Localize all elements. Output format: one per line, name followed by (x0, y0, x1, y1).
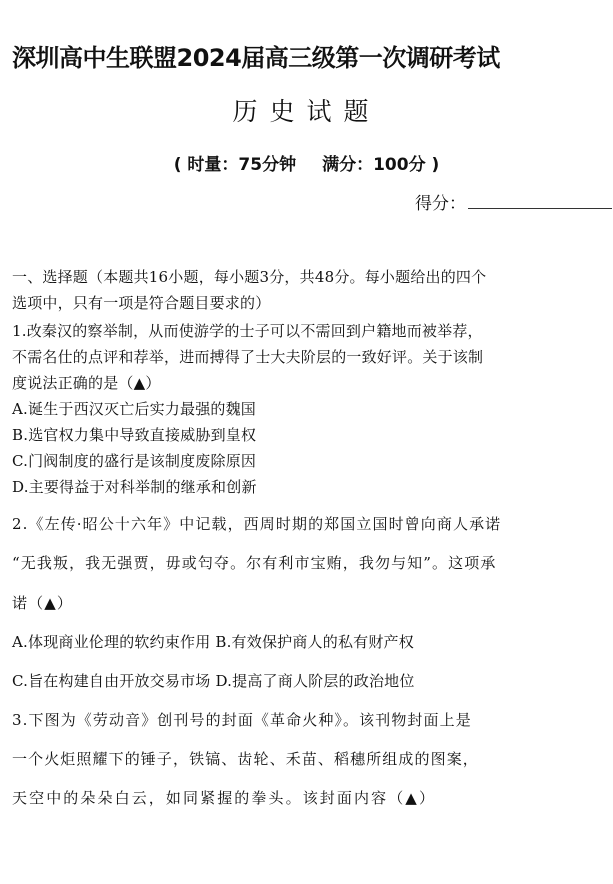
question-1-option-a: A.诞生于西汉灭亡后实力最强的魏国 (12, 400, 257, 418)
question-1-option-c: C.门阀制度的盛行是该制度废除原因 (12, 452, 257, 470)
exam-info (0, 150, 613, 175)
question-1-line-2: 不需名仕的点评和荐举，进而搏得了士大夫阶层的一致好评。关于该制 (12, 348, 484, 366)
score-label: 得分： (415, 194, 466, 214)
subject-title: 历史试题 (232, 97, 381, 126)
question-2-line-3: 诺（▲） (12, 594, 73, 612)
question-3-line-1: 3.下图为《劳动音》创刊号的封面《革命火种》。该刊物封面上是 (12, 711, 472, 729)
question-1-option-d: D.主要得益于对科举制的继承和创新 (12, 478, 257, 496)
question-1-line-1: 1.改秦汉的察举制，从而使游学的士子可以不需回到户籍地而被举荐， (12, 322, 483, 340)
full-score: 满分：100分 ) (322, 155, 440, 175)
question-2-options-ab: A.体现商业伦理的软约束作用 B.有效保护商人的私有财产权 (12, 633, 414, 651)
question-1-line-3: 度说法正确的是（▲） (12, 374, 161, 392)
question-2-options-cd: C.旨在构建自由开放交易市场 D.提高了商人阶层的政治地位 (12, 672, 415, 690)
question-1-option-b: B.选官权力集中导致直接威胁到皇权 (12, 426, 257, 444)
question-2-line-2: “无我叛，我无强贾，毋或匄夺。尔有利市宝贿，我勿与知”。这项承 (12, 554, 497, 572)
question-3-line-3: 天空中的朵朵白云，如同紧握的拳头。该封面内容（▲） (12, 789, 437, 807)
question-3-line-2: 一个火炬照耀下的锤子，铁镐、齿轮、禾苗、稻穗所组成的图案， (12, 750, 479, 768)
section-heading-cont: 选项中，只有一项是符合题目要求的） (12, 294, 271, 312)
exam-title: 深圳高中生联盟2024届高三级第一次调研考试 (12, 44, 500, 72)
question-2-line-1: 2.《左传·昭公十六年》中记载，西周时期的郑国立国时曾向商人承诺 (12, 515, 502, 533)
time-limit: ( 时量：75分钟 (173, 155, 297, 175)
score-blank-line (468, 208, 612, 209)
section-heading: 一、选择题（本题共16小题，每小题3分，共48分。每小题给出的四个 (12, 268, 487, 286)
